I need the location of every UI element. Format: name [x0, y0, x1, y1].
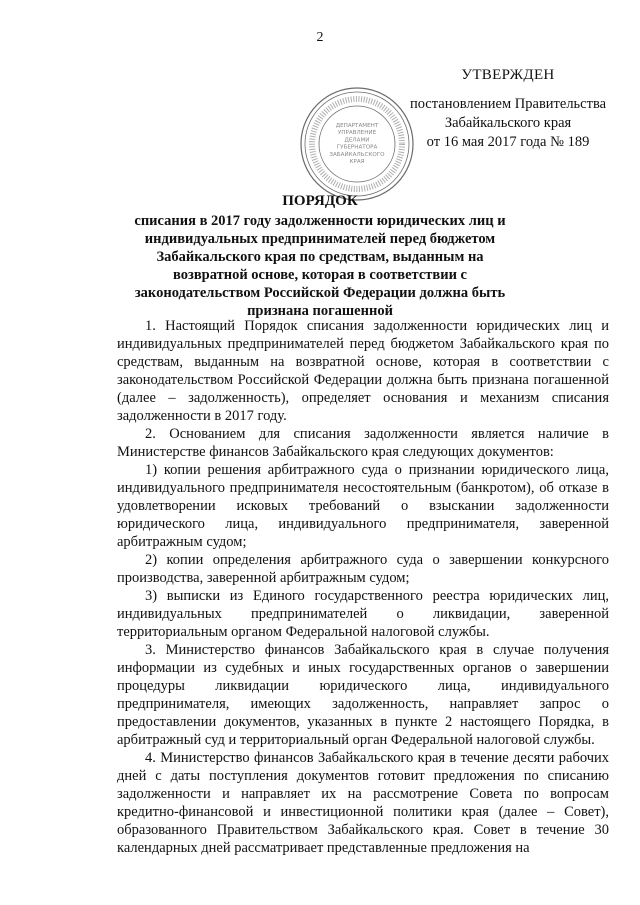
stamp-text-line: КРАЯ: [349, 159, 365, 165]
stamp-text-line: ДЕПАРТАМЕНТ: [335, 123, 379, 129]
page-number: 2: [316, 30, 324, 45]
paragraph-1: 1. Настоящий Порядок списания задолженности юридических лиц и индивидуальных предпринимателей перед бюджетом Забайкальского края по средствам, выданным на возвратной основе, которая в соответствии с законодательством Российской Федерации должна быть признана погашенной (далее – задолженность), определяет основания и механизм списания задолженности в 2017 году.: [117, 318, 609, 424]
stamp-text-line: УПРАВЛЕНИЕ: [337, 130, 377, 137]
paragraph-4: 4. Министерство финансов Забайкальского края в течение десяти рабочих дней с даты поступления документов готовит предложения по списанию задолженности и направляет их на рассмотрение Совета по вопросам кредитно-финансовой и инвестиционной политики края (далее – Совет), образованного Правительством Забайкальского края. Совет в течение 30 календарных дней рассматривает представленные предложения на: [117, 750, 609, 856]
document-subtitle: списания в 2017 году задолженности юридических лиц и индивидуальных предпринимателей перед бюджетом Забайкальского края по средствам, выданным на возвратной основе, которая в соответствии с законодательством Российской Федерации должна быть признана погашенной: [134, 213, 506, 319]
approval-line-1: постановлением Правительства: [409, 96, 607, 112]
stamp-text-line: ГУБЕРНАТОРА: [336, 144, 378, 151]
stamp-text-line: ЗАБАЙКАЛЬСКОГО: [329, 151, 385, 158]
list-item-3: 3) выписки из Единого государственного реестра юридических лиц, индивидуальных предпринимателей о ликвидации, заверенной территориальным органом Федеральной налоговой службы.: [117, 588, 609, 640]
approval-block: [388, 66, 628, 152]
document-heading: [120, 192, 520, 320]
approval-title: УТВЕРЖДЕН: [461, 67, 555, 83]
list-item-2: 2) копии определения арбитражного суда о завершении конкурсного производства, заверенной арбитражным судом;: [117, 552, 609, 586]
paragraph-3: 3. Министерство финансов Забайкальского края в случае получения информации из судебных и иных государственных органов о завершении процедуры ликвидации юридического лица, индивидуального предпринимателя, имеющих задолженность, направляет запрос о предоставлении документов, указанных в пункте 2 настоящего Порядка, в арбитражный суд и территориальный орган Федеральной налоговой службы.: [117, 642, 609, 748]
approval-line-2: Забайкальского края: [444, 115, 572, 131]
document-title: ПОРЯДОК: [282, 193, 358, 209]
document-body: [117, 317, 609, 857]
paragraph-2: 2. Основанием для списания задолженности является наличие в Министерстве финансов Забайкальского края следующих документов:: [117, 426, 609, 460]
list-item-1: 1) копии решения арбитражного суда о признании юридического лица, индивидуального предпринимателя несостоятельным (банкротом), об отказе в удовлетворении исковых требований о взыскании задолженности юридического лица, индивидуального предпринимателя, заверенной арбитражным судом;: [117, 462, 609, 550]
approval-line-3: от 16 мая 2017 года № 189: [426, 134, 590, 150]
stamp-text-line: ДЕЛАМИ: [344, 137, 370, 144]
